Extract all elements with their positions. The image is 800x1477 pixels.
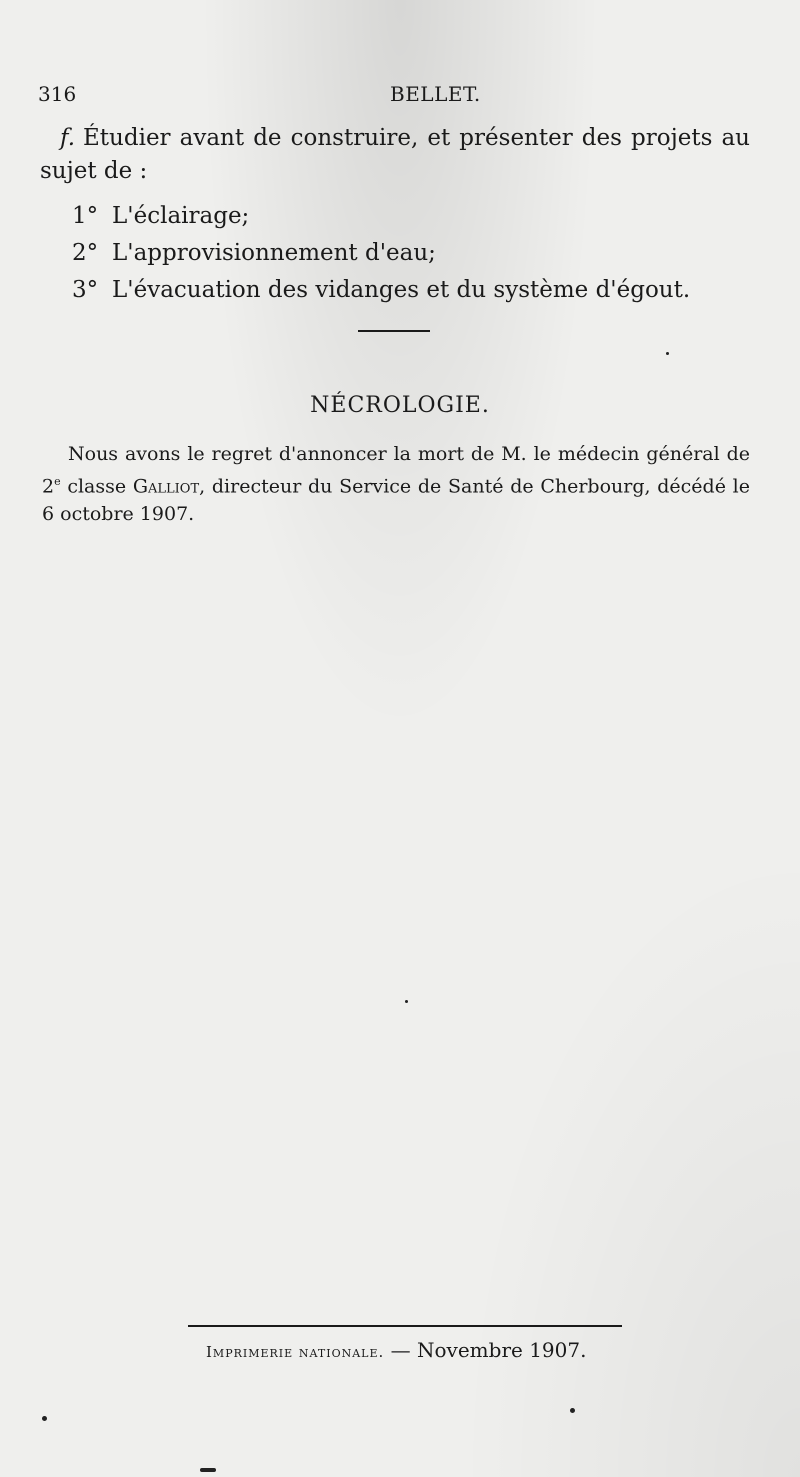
- paper-speck: [570, 1408, 575, 1413]
- print-date: — Novembre 1907.: [384, 1338, 587, 1362]
- necrology-text-mid: classe: [60, 475, 133, 498]
- list-item-number: 3°: [72, 277, 99, 303]
- necrology-text-before: Nous avons le regret d'annoncer la mort de M. le médecin général de 2: [42, 443, 750, 498]
- page-number: 316: [38, 82, 77, 106]
- running-head: [38, 82, 744, 110]
- section-divider: [358, 330, 430, 332]
- list-item: [72, 198, 690, 235]
- list-item-text: L'éclairage;: [112, 203, 250, 229]
- list-item-text: L'approvisionnement d'eau;: [112, 240, 436, 266]
- footer-rule: [188, 1325, 622, 1327]
- item-f-paragraph: [40, 122, 750, 188]
- list-item-number: 2°: [72, 240, 99, 266]
- list-item: [72, 235, 690, 272]
- list-item-number: 1°: [72, 203, 99, 229]
- item-f-marker: f.: [60, 125, 76, 151]
- list-item: [72, 272, 690, 309]
- item-f-text: Étudier avant de construire, et présenter des projets au sujet de :: [40, 125, 750, 184]
- necrology-paragraph: [42, 440, 750, 528]
- necrology-superscript: e: [54, 475, 61, 488]
- person-name: Galliot: [132, 475, 200, 498]
- paper-speck: [405, 1000, 408, 1003]
- paper-speck: [42, 1416, 47, 1421]
- section-heading: NÉCROLOGIE.: [310, 393, 490, 418]
- printer-name: Imprimerie nationale.: [206, 1343, 385, 1361]
- numbered-list: [72, 198, 690, 309]
- paper-speck: [666, 352, 669, 355]
- imprint-line: [206, 1338, 586, 1362]
- necrology-text-after: , directeur du Service de Santé de Cherbourg, décédé le 6 octobre 1907.: [42, 475, 750, 526]
- list-item-text: L'évacuation des vidanges et du système d'égout.: [112, 277, 691, 303]
- running-title: BELLET.: [390, 82, 481, 106]
- paper-speck: [200, 1468, 216, 1472]
